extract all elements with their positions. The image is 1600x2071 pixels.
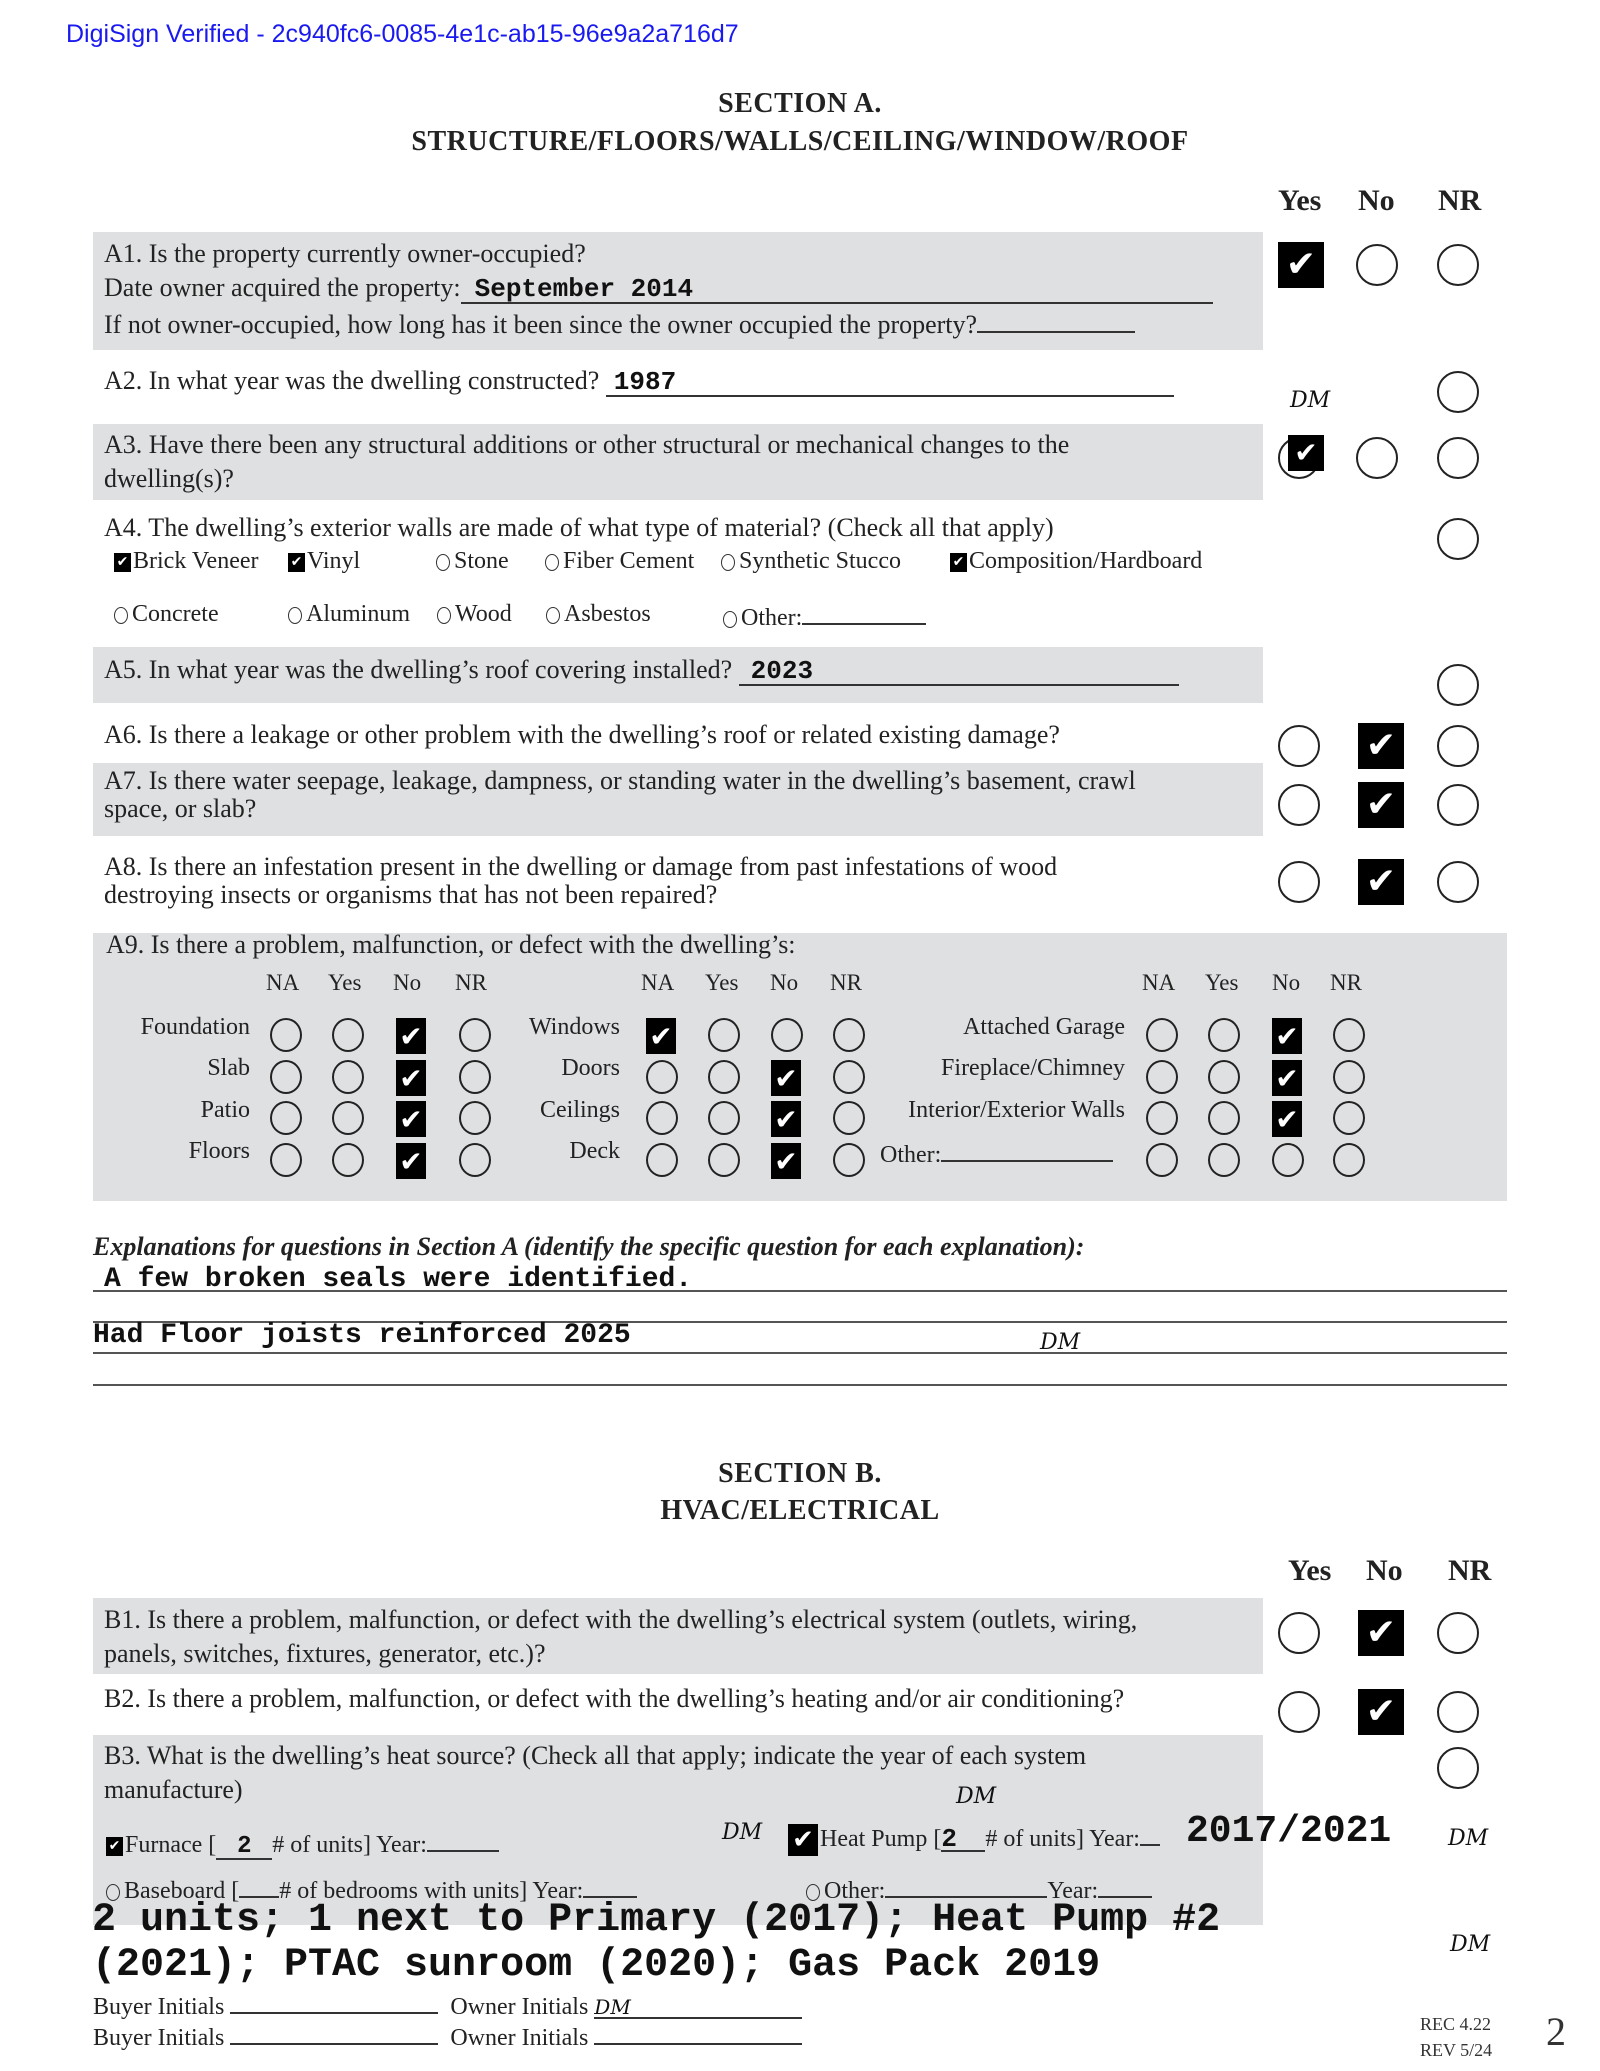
a9-col1-header-nr: NR bbox=[455, 970, 487, 995]
a9-col3-header-nr: NR bbox=[1330, 970, 1362, 995]
a9-interior-exterior-walls-label: Interior/Exterior Walls bbox=[908, 1097, 1125, 1123]
checkmark-icon: ✔ bbox=[399, 1061, 423, 1095]
a1-question: A1. Is the property currently owner-occupied? bbox=[104, 239, 586, 268]
a9-fireplace-chimney-label: Fireplace/Chimney bbox=[941, 1055, 1125, 1081]
explanation-line-1[interactable]: A few broken seals were identified. bbox=[104, 1264, 693, 1295]
a9-question: A9. Is there a problem, malfunction, or defect with the dwelling’s: bbox=[106, 930, 796, 959]
checkmark-icon: ✔ bbox=[649, 1019, 673, 1053]
a9-fireplace-chimney-na-radio[interactable] bbox=[1146, 1060, 1178, 1094]
a4-option-stone[interactable]: Stone bbox=[436, 548, 509, 575]
a1-not-occupied-label: If not owner-occupied, how long has it been since the owner occupied the property? bbox=[104, 310, 978, 339]
b3-furnace-year-field[interactable] bbox=[427, 1828, 499, 1852]
a9-floors-na-radio[interactable] bbox=[270, 1143, 302, 1177]
a9-deck-na-radio[interactable] bbox=[646, 1143, 678, 1177]
a4-option-other[interactable]: Other: bbox=[723, 601, 926, 632]
b3-question-line1: B3. What is the dwelling’s heat source? (Check all that apply; indicate the year of each system bbox=[104, 1741, 1087, 1770]
a9-ceilings-yes-radio[interactable] bbox=[708, 1101, 740, 1135]
section-b-title: SECTION B. bbox=[718, 1458, 882, 1489]
a9-slab-yes-radio[interactable] bbox=[332, 1060, 364, 1094]
col-header-nr: NR bbox=[1438, 184, 1482, 217]
a9-ceilings-no-checkbox-checked[interactable] bbox=[771, 1101, 801, 1137]
a4-option-synthetic-stucco[interactable]: Synthetic Stucco bbox=[721, 548, 901, 575]
a9-windows-no-radio[interactable] bbox=[771, 1018, 803, 1052]
a9-deck-nr-radio[interactable] bbox=[833, 1143, 865, 1177]
a1-date-row bbox=[104, 271, 1213, 305]
checkmark-icon: ✔ bbox=[399, 1144, 423, 1178]
a9-fireplace-chimney-no-checkbox-checked[interactable] bbox=[1272, 1060, 1302, 1096]
radio-icon bbox=[545, 554, 559, 571]
a9-ceilings-na-radio[interactable] bbox=[646, 1101, 678, 1135]
a9-doors-na-radio[interactable] bbox=[646, 1060, 678, 1094]
a7-nr-radio[interactable] bbox=[1437, 784, 1479, 826]
a7-question-line2: space, or slab? bbox=[104, 794, 257, 823]
a9-windows-label: Windows bbox=[528, 1014, 620, 1040]
b1-question-line2: panels, switches, fixtures, generator, etc.)? bbox=[104, 1639, 546, 1668]
explanations-a-label: Explanations for questions in Section A (identify the specific question for each explanation): bbox=[93, 1232, 1085, 1261]
a9-attached-garage-nr-radio[interactable] bbox=[1333, 1018, 1365, 1052]
explanation-rule-1 bbox=[93, 1290, 1507, 1292]
a9-col3-header-yes: Yes bbox=[1205, 970, 1239, 995]
a9-attached-garage-yes-radio[interactable] bbox=[1208, 1018, 1240, 1052]
a9-fireplace-chimney-yes-radio[interactable] bbox=[1208, 1060, 1240, 1094]
owner-initials-label-1: Owner Initials bbox=[450, 1994, 589, 2020]
a1-nr-radio[interactable] bbox=[1437, 244, 1479, 286]
a9-col1-header-yes: Yes bbox=[328, 970, 362, 995]
checkmark-icon: ✔ bbox=[1275, 1019, 1299, 1053]
a6-question: A6. Is there a leakage or other problem with the dwelling’s roof or related existing damage? bbox=[104, 720, 1060, 749]
a9-deck-no-checkbox-checked[interactable] bbox=[771, 1143, 801, 1179]
a9-col3-header-na: NA bbox=[1142, 970, 1176, 995]
b3-notes-line-1[interactable]: 2 units; 1 next to Primary (2017); Heat Pump #2 bbox=[92, 1898, 1221, 1943]
owner-initials-field-1[interactable]: DM bbox=[594, 1993, 802, 2019]
a9-fireplace-chimney-nr-radio[interactable] bbox=[1333, 1060, 1365, 1094]
a7-yes-radio[interactable] bbox=[1278, 784, 1320, 826]
b3-baseboard-year-field[interactable] bbox=[583, 1874, 637, 1898]
b2-yes-radio[interactable] bbox=[1278, 1691, 1320, 1733]
a9-other-field[interactable] bbox=[941, 1138, 1113, 1162]
a9-other-na-radio[interactable] bbox=[1146, 1143, 1178, 1177]
radio-icon bbox=[288, 607, 302, 624]
explanation-line-2[interactable]: Had Floor joists reinforced 2025 bbox=[93, 1320, 631, 1351]
a9-deck-yes-radio[interactable] bbox=[708, 1143, 740, 1177]
col-header-yes: Yes bbox=[1278, 184, 1322, 217]
a1-not-occupied-field[interactable] bbox=[977, 305, 1135, 333]
checkmark-icon: ✔ bbox=[1365, 725, 1397, 766]
checkmark-icon: ✔ bbox=[1365, 1691, 1397, 1732]
radio-icon bbox=[723, 611, 737, 628]
a9-doors-label: Doors bbox=[561, 1055, 620, 1081]
a3-no-radio[interactable] bbox=[1356, 437, 1398, 479]
a8-question-line2: destroying insects or organisms that has not been repaired? bbox=[104, 880, 718, 909]
a4-nr-radio[interactable] bbox=[1437, 518, 1479, 560]
a9-floors-label: Floors bbox=[188, 1138, 250, 1164]
buyer-initials-label-2: Buyer Initials bbox=[93, 2025, 225, 2051]
owner-initials-field-2[interactable] bbox=[594, 2021, 802, 2045]
b2-nr-radio[interactable] bbox=[1437, 1691, 1479, 1733]
checkbox-checked-icon: ✔ bbox=[288, 553, 305, 572]
a9-patio-label: Patio bbox=[200, 1097, 250, 1123]
a4-option-asbestos[interactable]: Asbestos bbox=[546, 601, 651, 628]
a9-interior-exterior-walls-yes-radio[interactable] bbox=[1208, 1101, 1240, 1135]
a4-option-concrete[interactable]: Concrete bbox=[114, 601, 219, 628]
b3-heat-pump-units-field[interactable]: 2 bbox=[941, 1828, 985, 1852]
a9-slab-na-radio[interactable] bbox=[270, 1060, 302, 1094]
a9-windows-nr-radio[interactable] bbox=[833, 1018, 865, 1052]
explanation-initials: DM bbox=[1040, 1330, 1081, 1355]
a9-slab-label: Slab bbox=[207, 1055, 250, 1081]
digisign-banner: DigiSign Verified - 2c940fc6-0085-4e1c-ab15-96e9a2a716d7 bbox=[66, 20, 739, 48]
a9-other-no-radio[interactable] bbox=[1272, 1143, 1304, 1177]
a9-interior-exterior-walls-nr-radio[interactable] bbox=[1333, 1101, 1365, 1135]
checkmark-icon: ✔ bbox=[1285, 244, 1317, 285]
b3-other-option[interactable]: Other: Year: bbox=[806, 1874, 1152, 1905]
a9-attached-garage-na-radio[interactable] bbox=[1146, 1018, 1178, 1052]
checkmark-icon: ✔ bbox=[1275, 1061, 1299, 1095]
radio-icon bbox=[437, 607, 451, 624]
a4-option-fiber-cement[interactable]: Fiber Cement bbox=[545, 548, 694, 575]
a5-nr-radio[interactable] bbox=[1437, 664, 1479, 706]
section-a-title: SECTION A. bbox=[718, 88, 882, 119]
a5-year-field[interactable]: 2023 bbox=[739, 658, 1179, 686]
a9-col1-header-no: No bbox=[393, 970, 422, 995]
form-revision: REV 5/24 bbox=[1420, 2040, 1493, 2060]
b3-question-line2: manufacture) bbox=[104, 1775, 243, 1804]
explanation-rule-3 bbox=[93, 1352, 1507, 1354]
a5-question: A5. In what year was the dwelling’s roof covering installed? bbox=[104, 655, 733, 684]
a6-yes-radio[interactable] bbox=[1278, 725, 1320, 767]
a9-windows-na-checkbox-checked[interactable] bbox=[646, 1018, 676, 1054]
a1-date-label: Date owner acquired the property: bbox=[104, 273, 461, 302]
a6-nr-radio[interactable] bbox=[1437, 725, 1479, 767]
a2-initials: DM bbox=[1290, 388, 1331, 413]
a9-slab-no-checkbox-checked[interactable] bbox=[396, 1060, 426, 1096]
a3-nr-radio[interactable] bbox=[1437, 437, 1479, 479]
a1-not-occupied-row bbox=[104, 305, 1135, 342]
owner-initials-label-2: Owner Initials bbox=[450, 2025, 589, 2051]
page-number: 2 bbox=[1546, 2009, 1566, 2054]
a9-col3-header-no: No bbox=[1272, 970, 1301, 995]
b3-baseboard-option[interactable]: Baseboard [ # of bedrooms with units] Year: bbox=[106, 1874, 637, 1905]
a4-question: A4. The dwelling’s exterior walls are made of what type of material? (Check all that apply) bbox=[104, 513, 1054, 542]
a4-option-aluminum[interactable]: Aluminum bbox=[288, 601, 410, 628]
a9-attached-garage-label: Attached Garage bbox=[963, 1014, 1125, 1040]
col-header-no: No bbox=[1358, 184, 1395, 217]
a9-patio-na-radio[interactable] bbox=[270, 1101, 302, 1135]
a9-floors-no-checkbox-checked[interactable] bbox=[396, 1143, 426, 1179]
b1-yes-radio[interactable] bbox=[1278, 1612, 1320, 1654]
a9-interior-exterior-walls-no-checkbox-checked[interactable] bbox=[1272, 1101, 1302, 1137]
b3-furnace-option[interactable]: ✔ Furnace [ 2 # of units] Year: bbox=[106, 1828, 499, 1860]
checkmark-icon: ✔ bbox=[1365, 1612, 1397, 1653]
b3-heat-pump-year-underline bbox=[1140, 1822, 1160, 1846]
a9-foundation-yes-radio[interactable] bbox=[332, 1018, 364, 1052]
checkbox-checked-icon: ✔ bbox=[788, 1824, 818, 1856]
checkmark-icon: ✔ bbox=[774, 1102, 798, 1136]
form-code: REC 4.22 bbox=[1420, 2014, 1492, 2034]
checkmark-icon: ✔ bbox=[1365, 861, 1397, 902]
a2-row bbox=[104, 364, 1174, 398]
b1-question-line1: B1. Is there a problem, malfunction, or defect with the dwelling’s electrical system (outlets, wiring, bbox=[104, 1605, 1138, 1634]
a7-no-checkbox-checked[interactable] bbox=[1358, 782, 1404, 828]
checkmark-icon: ✔ bbox=[1275, 1102, 1299, 1136]
b3-notes-line-2[interactable]: (2021); PTAC sunroom (2020); Gas Pack 2019 bbox=[92, 1943, 1101, 1988]
b-col-header-nr: NR bbox=[1448, 1554, 1492, 1587]
a4-option-vinyl[interactable]: ✔ Vinyl bbox=[288, 548, 360, 575]
a9-col2-header-yes: Yes bbox=[705, 970, 739, 995]
a9-deck-label: Deck bbox=[569, 1138, 620, 1164]
a8-yes-radio[interactable] bbox=[1278, 861, 1320, 903]
a2-nr-radio[interactable] bbox=[1437, 371, 1479, 413]
a9-col2-header-nr: NR bbox=[830, 970, 862, 995]
buyer-initials-field-1[interactable] bbox=[230, 1990, 438, 2014]
b3-other-year-field[interactable] bbox=[1098, 1874, 1152, 1898]
a2-year-field[interactable]: 1987 bbox=[606, 369, 1174, 397]
b3-heat-pump-option[interactable]: ✔ Heat Pump [2 # of units] Year: bbox=[788, 1822, 1160, 1856]
a9-ceilings-label: Ceilings bbox=[539, 1097, 620, 1123]
buyer-initials-label-1: Buyer Initials bbox=[93, 1994, 225, 2020]
radio-icon bbox=[436, 554, 450, 571]
checkmark-icon: ✔ bbox=[774, 1144, 798, 1178]
a4-option-wood[interactable]: Wood bbox=[437, 601, 512, 628]
b1-nr-radio[interactable] bbox=[1437, 1612, 1479, 1654]
a9-col2-header-no: No bbox=[770, 970, 799, 995]
checkmark-icon: ✔ bbox=[1294, 436, 1318, 469]
b2-no-checkbox-checked[interactable] bbox=[1358, 1689, 1404, 1735]
a3-question-line2: dwelling(s)? bbox=[104, 464, 234, 493]
b3-heat-pump-year-initials: DM bbox=[1448, 1826, 1489, 1851]
a9-floors-yes-radio[interactable] bbox=[332, 1143, 364, 1177]
b3-baseboard-units-field[interactable] bbox=[239, 1874, 279, 1898]
checkmark-icon: ✔ bbox=[399, 1019, 423, 1053]
a9-patio-no-checkbox-checked[interactable] bbox=[396, 1101, 426, 1137]
a9-interior-exterior-walls-na-radio[interactable] bbox=[1146, 1101, 1178, 1135]
checkmark-icon: ✔ bbox=[774, 1061, 798, 1095]
a4-option-composition-hardboard[interactable]: ✔ Composition/Hardboard bbox=[950, 548, 1202, 575]
radio-icon bbox=[546, 607, 560, 624]
buyer-initials-field-2[interactable] bbox=[230, 2021, 438, 2045]
a4-other-field[interactable] bbox=[802, 601, 926, 625]
b3-nr-radio[interactable] bbox=[1437, 1747, 1479, 1789]
checkbox-checked-icon: ✔ bbox=[950, 553, 967, 572]
b3-other-field[interactable] bbox=[885, 1874, 1047, 1898]
b-col-header-no: No bbox=[1366, 1554, 1403, 1587]
b3-heat-pump-year-field[interactable]: 2017/2021 bbox=[1186, 1810, 1392, 1853]
a9-foundation-na-radio[interactable] bbox=[270, 1018, 302, 1052]
explanation-rule-4 bbox=[93, 1384, 1507, 1386]
a9-doors-no-checkbox-checked[interactable] bbox=[771, 1060, 801, 1096]
a1-yes-checkbox-checked[interactable] bbox=[1278, 242, 1324, 288]
radio-icon bbox=[114, 607, 128, 624]
b3-furnace-initials: DM bbox=[722, 1820, 763, 1845]
a3-question-line1: A3. Have there been any structural additions or other structural or mechanical changes to the bbox=[104, 430, 1070, 459]
a8-nr-radio[interactable] bbox=[1437, 861, 1479, 903]
checkmark-icon: ✔ bbox=[399, 1102, 423, 1136]
a9-windows-yes-radio[interactable] bbox=[708, 1018, 740, 1052]
a4-option-brick-veneer[interactable]: ✔ Brick Veneer bbox=[114, 548, 259, 575]
a1-no-radio[interactable] bbox=[1356, 244, 1398, 286]
footer-initials-row-1 bbox=[93, 1990, 802, 2021]
b-col-header-yes: Yes bbox=[1288, 1554, 1332, 1587]
b3-heat-pump-units-initials: DM bbox=[956, 1784, 997, 1809]
section-a-subtitle: STRUCTURE/FLOORS/WALLS/CEILING/WINDOW/ROOF bbox=[411, 126, 1189, 157]
a6-no-checkbox-checked[interactable] bbox=[1358, 723, 1404, 769]
a9-col1-header-na: NA bbox=[266, 970, 300, 995]
a9-doors-yes-radio[interactable] bbox=[708, 1060, 740, 1094]
a9-attached-garage-no-checkbox-checked[interactable] bbox=[1272, 1018, 1302, 1054]
a9-other-nr-radio[interactable] bbox=[1333, 1143, 1365, 1177]
a8-question-line1: A8. Is there an infestation present in the dwelling or damage from past infestations of wood bbox=[104, 852, 1058, 881]
section-b-subtitle: HVAC/ELECTRICAL bbox=[660, 1495, 940, 1526]
b2-question: B2. Is there a problem, malfunction, or defect with the dwelling’s heating and/or air conditioning? bbox=[104, 1684, 1125, 1713]
a9-foundation-label: Foundation bbox=[140, 1014, 250, 1040]
b1-no-checkbox-checked[interactable] bbox=[1358, 1610, 1404, 1656]
a9-ceilings-nr-radio[interactable] bbox=[833, 1101, 865, 1135]
a9-other-yes-radio[interactable] bbox=[1208, 1143, 1240, 1177]
checkbox-checked-icon: ✔ bbox=[106, 1837, 123, 1856]
footer-initials-row-2 bbox=[93, 2021, 802, 2052]
b3-furnace-units-field[interactable]: 2 bbox=[216, 1836, 272, 1860]
a9-other-label: Other: bbox=[880, 1138, 1113, 1169]
b3-notes-initials: DM bbox=[1450, 1932, 1491, 1957]
a9-foundation-no-checkbox-checked[interactable] bbox=[396, 1018, 426, 1054]
checkmark-icon: ✔ bbox=[1365, 784, 1397, 825]
a1-date-field[interactable]: September 2014 bbox=[461, 276, 1213, 304]
a9-patio-yes-radio[interactable] bbox=[332, 1101, 364, 1135]
a3-yes-checkbox-checked[interactable] bbox=[1288, 435, 1324, 471]
checkbox-checked-icon: ✔ bbox=[114, 553, 131, 572]
a2-question: A2. In what year was the dwelling constructed? bbox=[104, 366, 600, 395]
radio-icon bbox=[721, 554, 735, 571]
a9-col2-header-na: NA bbox=[641, 970, 675, 995]
a7-question-line1: A7. Is there water seepage, leakage, dampness, or standing water in the dwelling’s basement, crawl bbox=[104, 766, 1136, 795]
a9-doors-nr-radio[interactable] bbox=[833, 1060, 865, 1094]
a8-no-checkbox-checked[interactable] bbox=[1358, 859, 1404, 905]
a5-row bbox=[104, 653, 1179, 687]
